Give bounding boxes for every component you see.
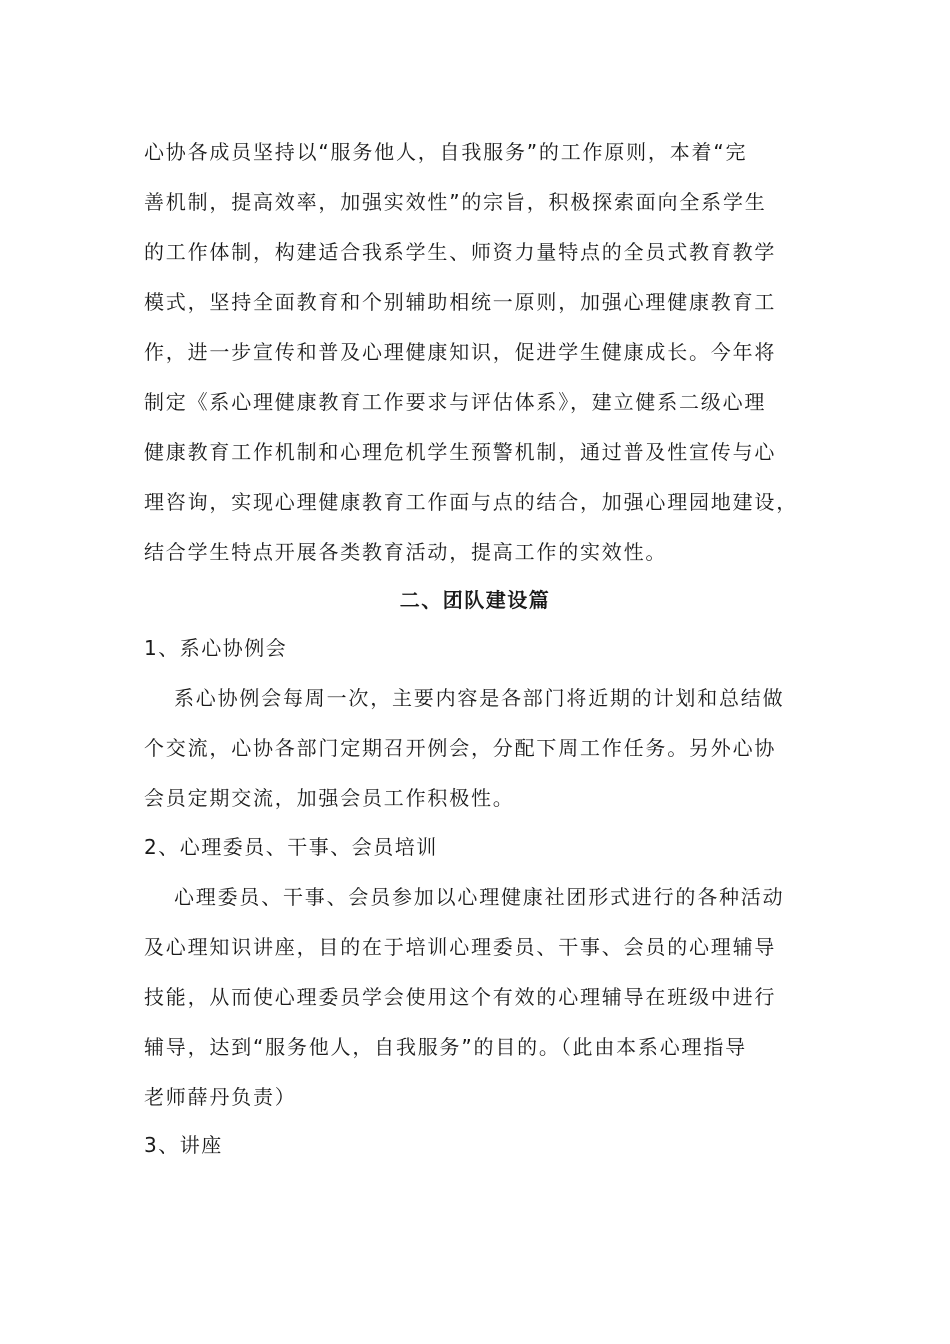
intro-paragraph	[144, 127, 808, 577]
paragraph-line: 的工作体制，构建适合我系学生、师资力量特点的全员式教育教学	[144, 240, 777, 264]
paragraph-line: 系心协例会每周一次，主要内容是各部门将近期的计划和总结做	[174, 686, 785, 710]
paragraph-line: 心理委员、干事、会员参加以心理健康社团形式进行的各种活动	[174, 885, 785, 909]
paragraph-line: 辅导，达到“服务他人，自我服务”的目的。（此由本系心理指导	[144, 1035, 747, 1059]
paragraph-line: 心协各成员坚持以“服务他人，自我服务”的工作原则，本着“完	[144, 140, 748, 164]
item-body	[144, 872, 808, 1122]
paragraph-line: 及心理知识讲座，目的在于培训心理委员、干事、会员的心理辅导	[144, 935, 777, 959]
paragraph-line: 制定《系心理健康教育工作要求与评估体系》，建立健系二级心理	[144, 390, 767, 414]
paragraph-line: 会员定期交流，加强会员工作积极性。	[144, 786, 515, 810]
section-heading: 二、团队建设篇	[399, 588, 551, 612]
paragraph-line: 善机制，提高效率，加强实效性”的宗旨，积极探索面向全系学生	[144, 190, 767, 214]
paragraph-line: 作，进一步宣传和普及心理健康知识，促进学生健康成长。今年将	[144, 340, 777, 364]
item-title: 3、讲座	[144, 1133, 223, 1157]
item-body	[144, 673, 808, 823]
paragraph-line: 个交流，心协各部门定期召开例会，分配下周工作任务。另外心协	[144, 736, 777, 760]
paragraph-line: 技能，从而使心理委员学会使用这个有效的心理辅导在班级中进行	[144, 985, 777, 1009]
paragraph-line: 理咨询，实现心理健康教育工作面与点的结合，加强心理园地建设，	[144, 490, 798, 514]
paragraph-line: 健康教育工作机制和心理危机学生预警机制，通过普及性宣传与心	[144, 440, 777, 464]
item-title: 1、系心协例会	[144, 636, 288, 660]
paragraph-line: 模式，坚持全面教育和个别辅助相统一原则，加强心理健康教育工	[144, 290, 777, 314]
item-title: 2、心理委员、干事、会员培训	[144, 835, 438, 859]
paragraph-line: 老师薛丹负责）	[144, 1085, 297, 1109]
paragraph-line: 结合学生特点开展各类教育活动，提高工作的实效性。	[144, 540, 668, 564]
